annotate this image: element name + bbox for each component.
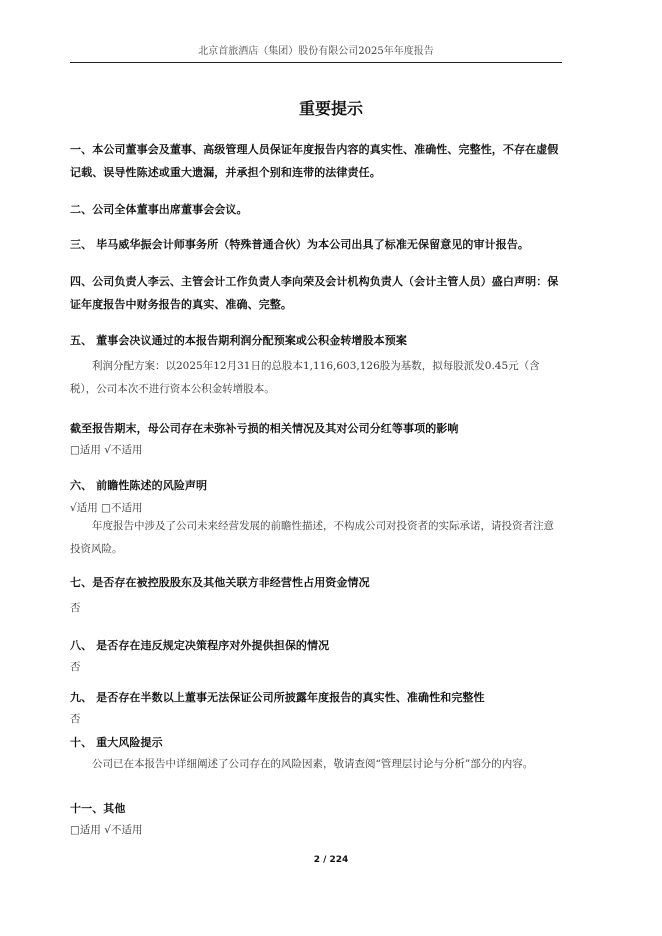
section-8-heading: 八、 是否存在违反规定决策程序对外提供担保的情况	[70, 639, 330, 652]
deficit-heading: 截至报告期末，母公司存在未弥补亏损的相关情况及其对公司分红等事项的影响	[70, 422, 459, 435]
page-title: 重要提示	[298, 99, 363, 118]
section-9-heading: 九、 是否存在半数以上董事无法保证公司所披露年度报告的真实性、准确性和完整性	[70, 691, 485, 704]
running-header: 北京首旅酒店（集团）股份有限公司2025年年度报告	[198, 46, 434, 57]
section-4: 四、公司负责人李云、主管会计工作负责人李向荣及会计机构负责人（会计主管人员）盛白声明：保证年度报告中财务报告的真实、准确、完整。	[70, 275, 559, 311]
section-2: 二、公司全体董事出席董事会会议。	[70, 203, 248, 216]
section-10-body: 公司已在本报告中详细阐述了公司存在的风险因素，敬请查阅“管理层讨论与分析”部分的内容。	[92, 758, 534, 770]
page-number: 2 / 224	[313, 855, 349, 865]
section-10-heading: 十、 重大风险提示	[70, 736, 163, 749]
section-7-answer: 否	[70, 602, 81, 614]
section-11-heading: 十一、其他	[70, 802, 126, 815]
section-1: 一、本公司董事会及董事、高级管理人员保证年度报告内容的真实性、准确性、完整性，不存在虚假记载、误导性陈述或重大遗漏，并承担个别和连带的法律责任。	[70, 143, 559, 179]
deficit-option: □适用 √不适用	[70, 444, 143, 456]
header-rule	[70, 62, 562, 63]
section-11-option: □适用 √不适用	[70, 824, 143, 836]
section-3: 三、 毕马威华振会计师事务所（特殊普通合伙）为本公司出具了标准无保留意见的审计报告。	[70, 238, 530, 251]
section-6-body: 年度报告中涉及了公司未来经营发展的前瞻性描述，不构成公司对投资者的实际承诺，请投资者注意投资风险。	[70, 520, 554, 555]
section-6-heading: 六、 前瞻性陈述的风险声明	[70, 479, 208, 492]
section-7-heading: 七、是否存在被控股股东及其他关联方非经营性占用资金情况	[70, 576, 370, 589]
section-6-option: √适用 □不适用	[70, 502, 143, 514]
section-8-answer: 否	[70, 661, 81, 673]
section-5-body: 利润分配方案：以2025年12月31日的总股本1,116,603,126股为基数，拟每股派发0.45元（含税），公司本次不进行资本公积金转增股本。	[70, 360, 540, 395]
section-9-answer: 否	[70, 713, 81, 725]
section-5-heading: 五、 董事会决议通过的本报告期利润分配预案或公积金转增股本预案	[70, 334, 407, 347]
